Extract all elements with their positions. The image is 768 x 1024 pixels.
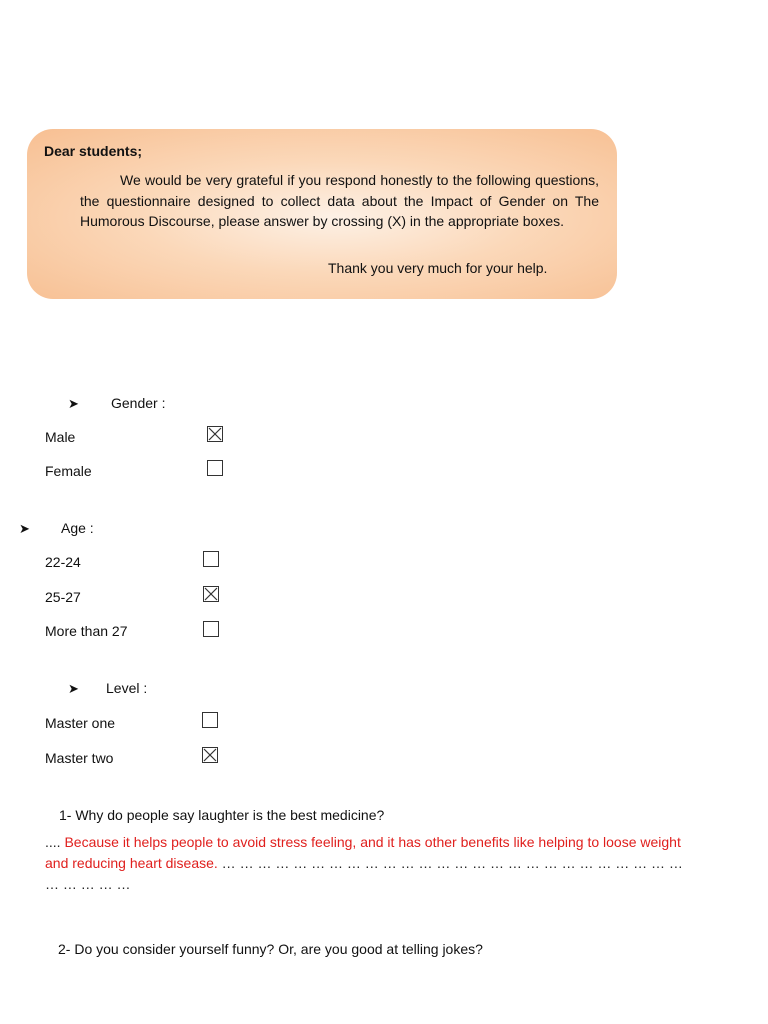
intro-paragraph: We would be very grateful if you respond honestly to the following questions, the questionnaire designed to collect data about the Impact of Gender on The Humorous Discourse, please answer by crossing (X) in the appropriate boxes. — [80, 172, 599, 229]
option-22-24-label: 22-24 — [45, 554, 81, 570]
option-master-two-label: Master two — [45, 750, 114, 766]
checkbox-25-27[interactable] — [203, 586, 219, 602]
option-more-than-27-label: More than 27 — [45, 623, 128, 639]
checkbox-x-mark-icon — [208, 427, 222, 441]
arrow-bullet-icon: ➤ — [68, 681, 79, 696]
gender-heading: Gender : — [111, 395, 166, 411]
age-heading: Age : — [61, 520, 94, 536]
checkbox-x-mark-icon — [203, 748, 217, 762]
answer-1-text: Because it helps people to avoid stress feeling, and it has other benefits like helping to loose weight and reducing heart disease. — [45, 834, 681, 871]
option-master-one-label: Master one — [45, 715, 116, 731]
checkbox-male[interactable] — [207, 426, 223, 442]
checkbox-x-mark-icon — [204, 587, 218, 601]
option-female-label: Female — [45, 463, 92, 479]
checkbox-master-one[interactable] — [202, 712, 218, 728]
salutation: Dear students; — [44, 143, 143, 159]
question-1: 1- Why do people say laughter is the best medicine? — [59, 807, 385, 823]
question-2: 2- Do you consider yourself funny? Or, are you good at telling jokes? — [58, 941, 483, 957]
answer-1[interactable] — [45, 832, 695, 895]
answer-1-tail: … … … … … … … … … … … … … … … … … … … … … … … … … … … … … … … — [45, 855, 683, 892]
option-25-27-label: 25-27 — [45, 589, 81, 605]
arrow-bullet-icon: ➤ — [19, 521, 30, 536]
thanks-line: Thank you very much for your help. — [328, 260, 548, 276]
checkbox-female[interactable] — [207, 460, 223, 476]
answer-1-lead: .... — [45, 834, 61, 850]
checkbox-master-two[interactable] — [202, 747, 218, 763]
option-male-label: Male — [45, 429, 76, 445]
checkbox-more-than-27[interactable] — [203, 621, 219, 637]
intro-box — [27, 129, 617, 299]
arrow-bullet-icon: ➤ — [68, 396, 79, 411]
checkbox-22-24[interactable] — [203, 551, 219, 567]
level-heading: Level : — [106, 680, 148, 696]
